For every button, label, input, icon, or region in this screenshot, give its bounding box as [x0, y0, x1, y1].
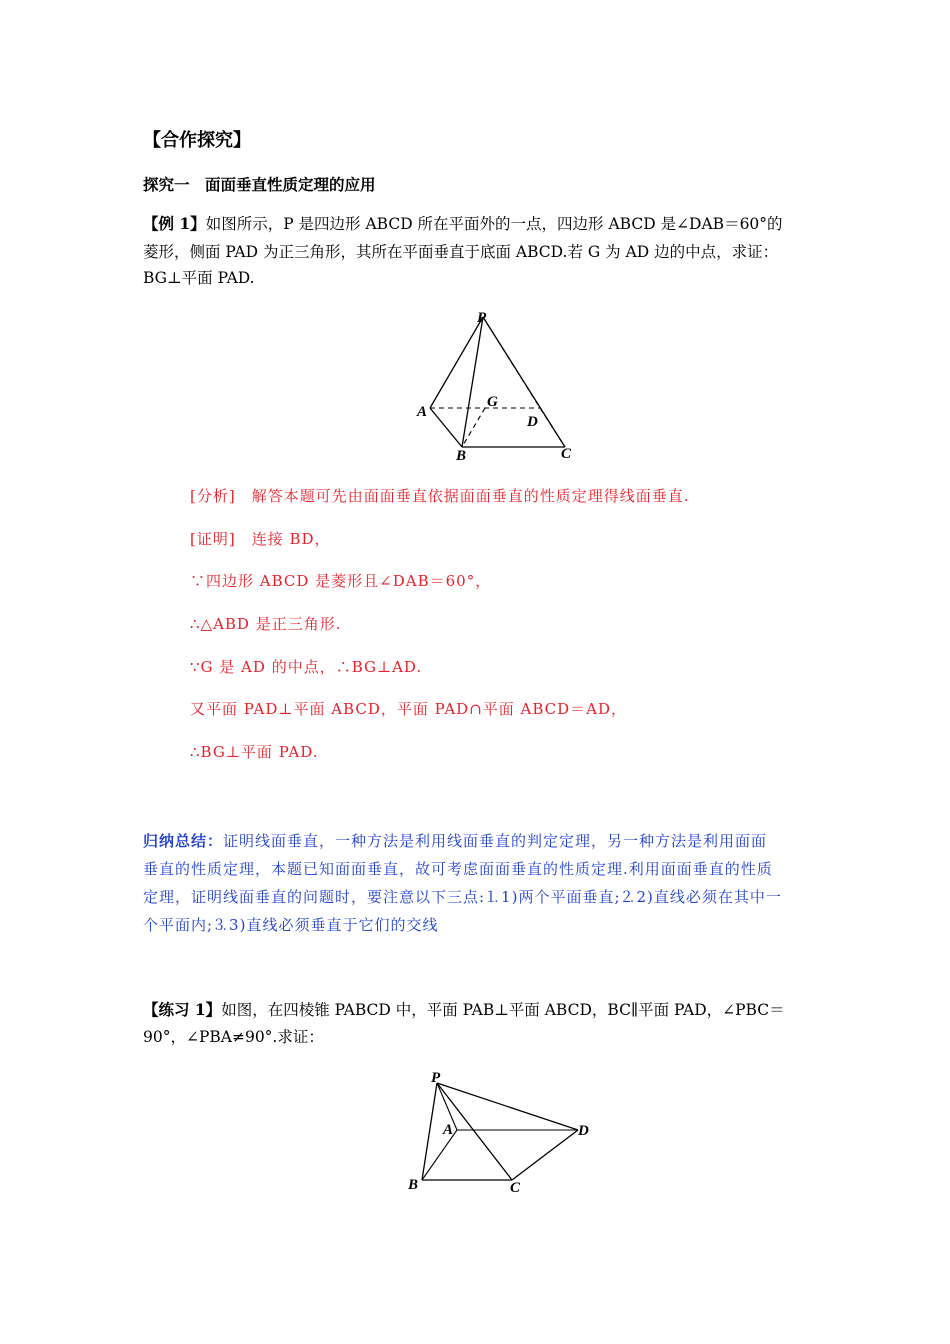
example1-line2: 菱形，侧面 PAD 为正三角形，其所在平面垂直于底面 ABCD.若 G 为 AD 边的中点，求证： [143, 243, 779, 261]
example1-line3: BG⊥平面 PAD. [143, 269, 255, 287]
label-C: C [510, 1180, 521, 1196]
summary-line2: 垂直的性质定理，本题已知面面垂直，故可考虑面面垂直的性质定理.利用面面垂直的性质 [143, 860, 773, 878]
exercise1-line1 [143, 1000, 785, 1020]
proof-step-1: ∵四边形 ABCD 是菱形且∠DAB＝60°， [190, 572, 492, 590]
subsection-title: 探究一 面面垂直性质定理的应用 [143, 175, 376, 194]
exercise1-label: 【练习 1】 [143, 1000, 222, 1019]
label-A: A [417, 404, 428, 420]
proof-step-4: 又平面 PAD⊥平面 ABCD，平面 PAD∩平面 ABCD＝AD， [190, 700, 628, 718]
label-P: P [431, 1070, 441, 1086]
label-B: B [456, 448, 467, 464]
example1-text1: 如图所示，P 是四边形 ABCD 所在平面外的一点，四边形 ABCD 是∠DAB＝60°的 [205, 215, 783, 233]
summary-line1 [143, 830, 767, 851]
edge-CD [512, 1130, 578, 1180]
edge-PD [437, 1083, 578, 1130]
proof-start: [证明] 连接 BD， [190, 530, 331, 548]
label-C: C [561, 446, 572, 462]
edge-AB [430, 408, 462, 447]
label-D: D [527, 414, 538, 430]
label-D: D [578, 1123, 589, 1139]
edge-PB [462, 317, 483, 447]
pyramid-figure-1 [400, 300, 600, 465]
proof-step-5: ∴BG⊥平面 PAD. [190, 743, 319, 761]
label-A: A [443, 1122, 454, 1138]
analysis-text: [分析] 解答本题可先由面面垂直依据面面垂直的性质定理得线面垂直. [190, 487, 690, 505]
proof-step-2: ∴△ABD 是正三角形. [190, 615, 342, 633]
summary-text1: 证明线面垂直，一种方法是利用线面垂直的判定定理，另一种方法是利用面面 [223, 832, 768, 850]
label-P: P [477, 310, 487, 326]
proof-step-3: ∵G 是 AD 的中点，∴BG⊥AD. [190, 658, 423, 676]
summary-head: 归纳总结： [143, 832, 224, 850]
pyramid-figure-2 [400, 1065, 600, 1200]
summary-line4: 个平面内;⒊3)直线必须垂直于它们的交线 [143, 916, 439, 934]
edge-PB [422, 1083, 437, 1180]
section-title: 【合作探究】 [143, 130, 251, 151]
label-B: B [408, 1177, 419, 1193]
exercise1-text1: 如图，在四棱锥 PABCD 中，平面 PAB⊥平面 ABCD，BC∥平面 PAD，∠PBC＝ [221, 1001, 785, 1019]
exercise1-line2: 90°，∠PBA≠90°.求证： [143, 1028, 324, 1046]
label-G: G [487, 394, 498, 410]
example1-label: 【例 1】 [143, 214, 206, 233]
summary-line3: 定理，证明线面垂直的问题时，要注意以下三点:⒈1)两个平面垂直;⒉2)直线必须在其中一 [143, 888, 782, 906]
example1-line1 [143, 214, 783, 234]
